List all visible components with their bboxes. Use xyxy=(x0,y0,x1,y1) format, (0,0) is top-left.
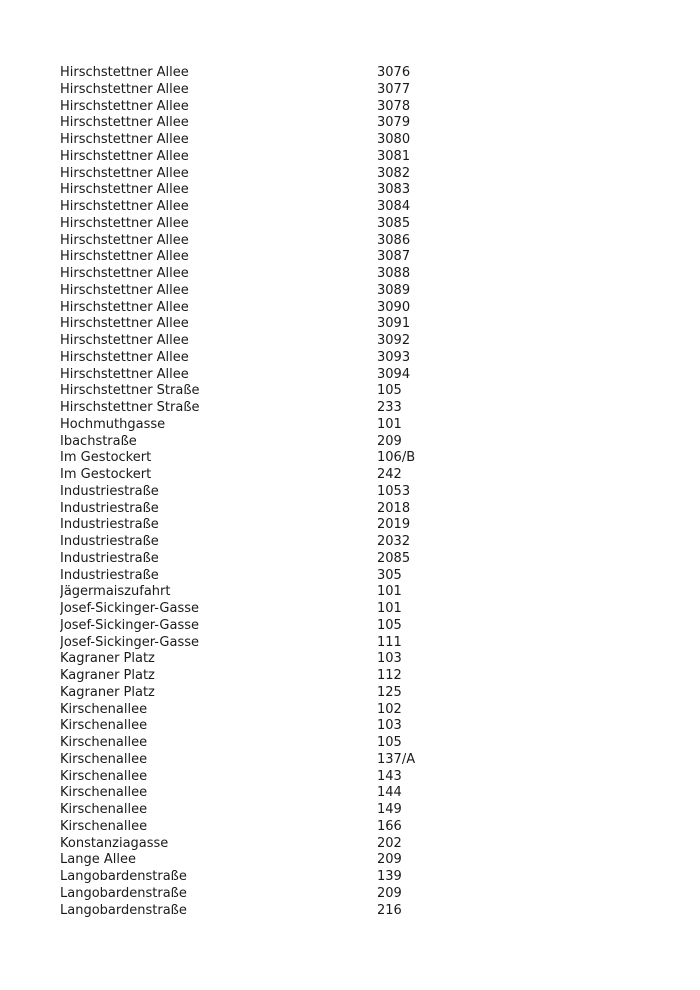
table-row xyxy=(60,434,460,451)
street-name-cell: Konstanziagasse xyxy=(60,835,169,851)
house-number-cell: 3087 xyxy=(377,249,411,265)
house-number-cell: 2085 xyxy=(377,550,411,566)
table-row xyxy=(60,82,460,99)
table-row xyxy=(60,819,460,836)
house-number-cell: 3085 xyxy=(377,215,411,231)
table-row xyxy=(60,568,460,585)
street-name-cell: Kirschenallee xyxy=(60,735,148,750)
table-row xyxy=(60,199,460,216)
street-name-cell: Hirschstettner Allee xyxy=(60,249,189,265)
house-number-cell: 103 xyxy=(377,651,402,667)
table-row xyxy=(60,735,460,752)
house-number-cell: 105 xyxy=(377,735,402,750)
house-number-cell: 209 xyxy=(377,433,402,449)
table-row xyxy=(60,869,460,886)
table-row xyxy=(60,836,460,853)
house-number-cell: 3089 xyxy=(377,282,411,298)
street-name-cell: Hirschstettner Allee xyxy=(60,215,189,231)
street-name-cell: Kirschenallee xyxy=(60,818,148,834)
street-name-cell: Josef-Sickinger-Gasse xyxy=(60,617,200,633)
street-name-cell: Industriestraße xyxy=(60,500,159,516)
house-number-cell: 3094 xyxy=(377,366,411,382)
street-name-cell: Industriestraße xyxy=(60,517,159,533)
table-row xyxy=(60,618,460,635)
table-row xyxy=(60,534,460,551)
table-row xyxy=(60,852,460,869)
table-row xyxy=(60,65,460,82)
street-name-cell: Hochmuthgasse xyxy=(60,416,166,432)
house-number-cell: 3083 xyxy=(377,182,411,198)
house-number-cell: 3081 xyxy=(377,148,411,164)
street-name-cell: Hirschstettner Allee xyxy=(60,266,189,281)
house-number-cell: 3093 xyxy=(377,349,411,365)
table-row xyxy=(60,383,460,400)
street-name-cell: Kirschenallee xyxy=(60,768,148,784)
table-row xyxy=(60,886,460,903)
street-name-cell: Josef-Sickinger-Gasse xyxy=(60,634,200,650)
table-row xyxy=(60,115,460,132)
street-name-cell: Josef-Sickinger-Gasse xyxy=(60,601,200,616)
house-number-cell: 102 xyxy=(377,701,402,717)
table-row xyxy=(60,333,460,350)
street-name-cell: Hirschstettner Allee xyxy=(60,81,189,97)
house-number-cell: 209 xyxy=(377,852,402,868)
table-row xyxy=(60,651,460,668)
street-name-cell: Ibachstraße xyxy=(60,433,137,449)
street-name-cell: Hirschstettner Allee xyxy=(60,132,189,147)
street-name-cell: Hirschstettner Allee xyxy=(60,232,189,248)
house-number-cell: 3078 xyxy=(377,98,411,114)
house-number-cell: 137/A xyxy=(377,751,416,767)
table-row xyxy=(60,400,460,417)
house-number-cell: 105 xyxy=(377,383,402,399)
table-row xyxy=(60,802,460,819)
house-number-cell: 233 xyxy=(377,400,402,415)
house-number-cell: 101 xyxy=(377,601,402,616)
house-number-cell: 242 xyxy=(377,467,402,482)
house-number-cell: 101 xyxy=(377,584,402,600)
table-row xyxy=(60,517,460,534)
table-row xyxy=(60,685,460,702)
house-number-cell: 111 xyxy=(377,634,402,650)
table-row xyxy=(60,249,460,266)
street-name-cell: Langobardenstraße xyxy=(60,869,187,884)
house-number-cell: 216 xyxy=(377,902,402,918)
table-row xyxy=(60,551,460,568)
table-row xyxy=(60,769,460,786)
table-row xyxy=(60,785,460,802)
house-number-cell: 2018 xyxy=(377,500,411,516)
house-number-cell: 139 xyxy=(377,869,402,884)
table-row xyxy=(60,752,460,769)
address-table xyxy=(60,65,460,919)
house-number-cell: 105 xyxy=(377,617,402,633)
street-name-cell: Im Gestockert xyxy=(60,467,152,482)
house-number-cell: 3082 xyxy=(377,165,411,181)
house-number-cell: 3091 xyxy=(377,316,411,332)
street-name-cell: Hirschstettner Allee xyxy=(60,199,189,214)
table-row xyxy=(60,132,460,149)
street-name-cell: Hirschstettner Allee xyxy=(60,316,189,332)
house-number-cell: 202 xyxy=(377,835,402,851)
house-number-cell: 2032 xyxy=(377,534,411,549)
street-name-cell: Industriestraße xyxy=(60,483,159,499)
table-row xyxy=(60,367,460,384)
street-name-cell: Hirschstettner Allee xyxy=(60,115,189,131)
table-row xyxy=(60,718,460,735)
house-number-cell: 144 xyxy=(377,785,402,801)
table-row xyxy=(60,266,460,283)
street-name-cell: Hirschstettner Straße xyxy=(60,383,200,399)
table-row xyxy=(60,702,460,719)
street-name-cell: Hirschstettner Allee xyxy=(60,333,189,348)
street-name-cell: Hirschstettner Allee xyxy=(60,299,189,315)
street-name-cell: Langobardenstraße xyxy=(60,885,187,901)
house-number-cell: 143 xyxy=(377,768,402,784)
table-row xyxy=(60,584,460,601)
house-number-cell: 112 xyxy=(377,668,402,683)
street-name-cell: Kirschenallee xyxy=(60,718,148,734)
house-number-cell: 3077 xyxy=(377,81,411,97)
street-name-cell: Kirschenallee xyxy=(60,785,148,801)
street-name-cell: Hirschstettner Straße xyxy=(60,400,200,415)
house-number-cell: 1053 xyxy=(377,483,411,499)
house-number-cell: 209 xyxy=(377,885,402,901)
table-row xyxy=(60,467,460,484)
street-name-cell: Kirschenallee xyxy=(60,701,148,717)
table-row xyxy=(60,99,460,116)
table-row xyxy=(60,350,460,367)
street-name-cell: Kirschenallee xyxy=(60,751,148,767)
house-number-cell: 3076 xyxy=(377,65,411,80)
house-number-cell: 3079 xyxy=(377,115,411,131)
table-row xyxy=(60,903,460,920)
house-number-cell: 166 xyxy=(377,818,402,834)
house-number-cell: 3080 xyxy=(377,132,411,147)
house-number-cell: 101 xyxy=(377,416,402,432)
street-name-cell: Hirschstettner Allee xyxy=(60,349,189,365)
street-name-cell: Hirschstettner Allee xyxy=(60,65,189,80)
street-name-cell: Hirschstettner Allee xyxy=(60,98,189,114)
table-row xyxy=(60,216,460,233)
house-number-cell: 125 xyxy=(377,684,402,700)
house-number-cell: 2019 xyxy=(377,517,411,533)
street-name-cell: Hirschstettner Allee xyxy=(60,148,189,164)
table-row xyxy=(60,484,460,501)
house-number-cell: 3092 xyxy=(377,333,411,348)
house-number-cell: 3086 xyxy=(377,232,411,248)
table-row xyxy=(60,283,460,300)
table-row xyxy=(60,601,460,618)
street-name-cell: Kagraner Platz xyxy=(60,651,155,667)
street-name-cell: Industriestraße xyxy=(60,534,159,549)
street-name-cell: Kagraner Platz xyxy=(60,684,155,700)
street-name-cell: Jägermaiszufahrt xyxy=(60,584,171,600)
house-number-cell: 3084 xyxy=(377,199,411,214)
street-name-cell: Industriestraße xyxy=(60,567,159,583)
house-number-cell: 149 xyxy=(377,802,402,817)
house-number-cell: 103 xyxy=(377,718,402,734)
table-row xyxy=(60,166,460,183)
table-row xyxy=(60,149,460,166)
street-name-cell: Lange Allee xyxy=(60,852,136,868)
table-row xyxy=(60,300,460,317)
house-number-cell: 3088 xyxy=(377,266,411,281)
table-row xyxy=(60,316,460,333)
street-name-cell: Langobardenstraße xyxy=(60,902,187,918)
street-name-cell: Hirschstettner Allee xyxy=(60,366,189,382)
table-row xyxy=(60,233,460,250)
street-name-cell: Kirschenallee xyxy=(60,802,148,817)
table-row xyxy=(60,501,460,518)
table-row xyxy=(60,182,460,199)
house-number-cell: 3090 xyxy=(377,299,411,315)
street-name-cell: Im Gestockert xyxy=(60,450,152,466)
house-number-cell: 106/B xyxy=(377,450,416,466)
table-row xyxy=(60,417,460,434)
street-name-cell: Hirschstettner Allee xyxy=(60,182,189,198)
street-name-cell: Kagraner Platz xyxy=(60,668,155,683)
street-name-cell: Industriestraße xyxy=(60,550,159,566)
street-name-cell: Hirschstettner Allee xyxy=(60,165,189,181)
house-number-cell: 305 xyxy=(377,567,402,583)
table-row xyxy=(60,668,460,685)
table-row xyxy=(60,635,460,652)
table-row xyxy=(60,450,460,467)
street-name-cell: Hirschstettner Allee xyxy=(60,282,189,298)
